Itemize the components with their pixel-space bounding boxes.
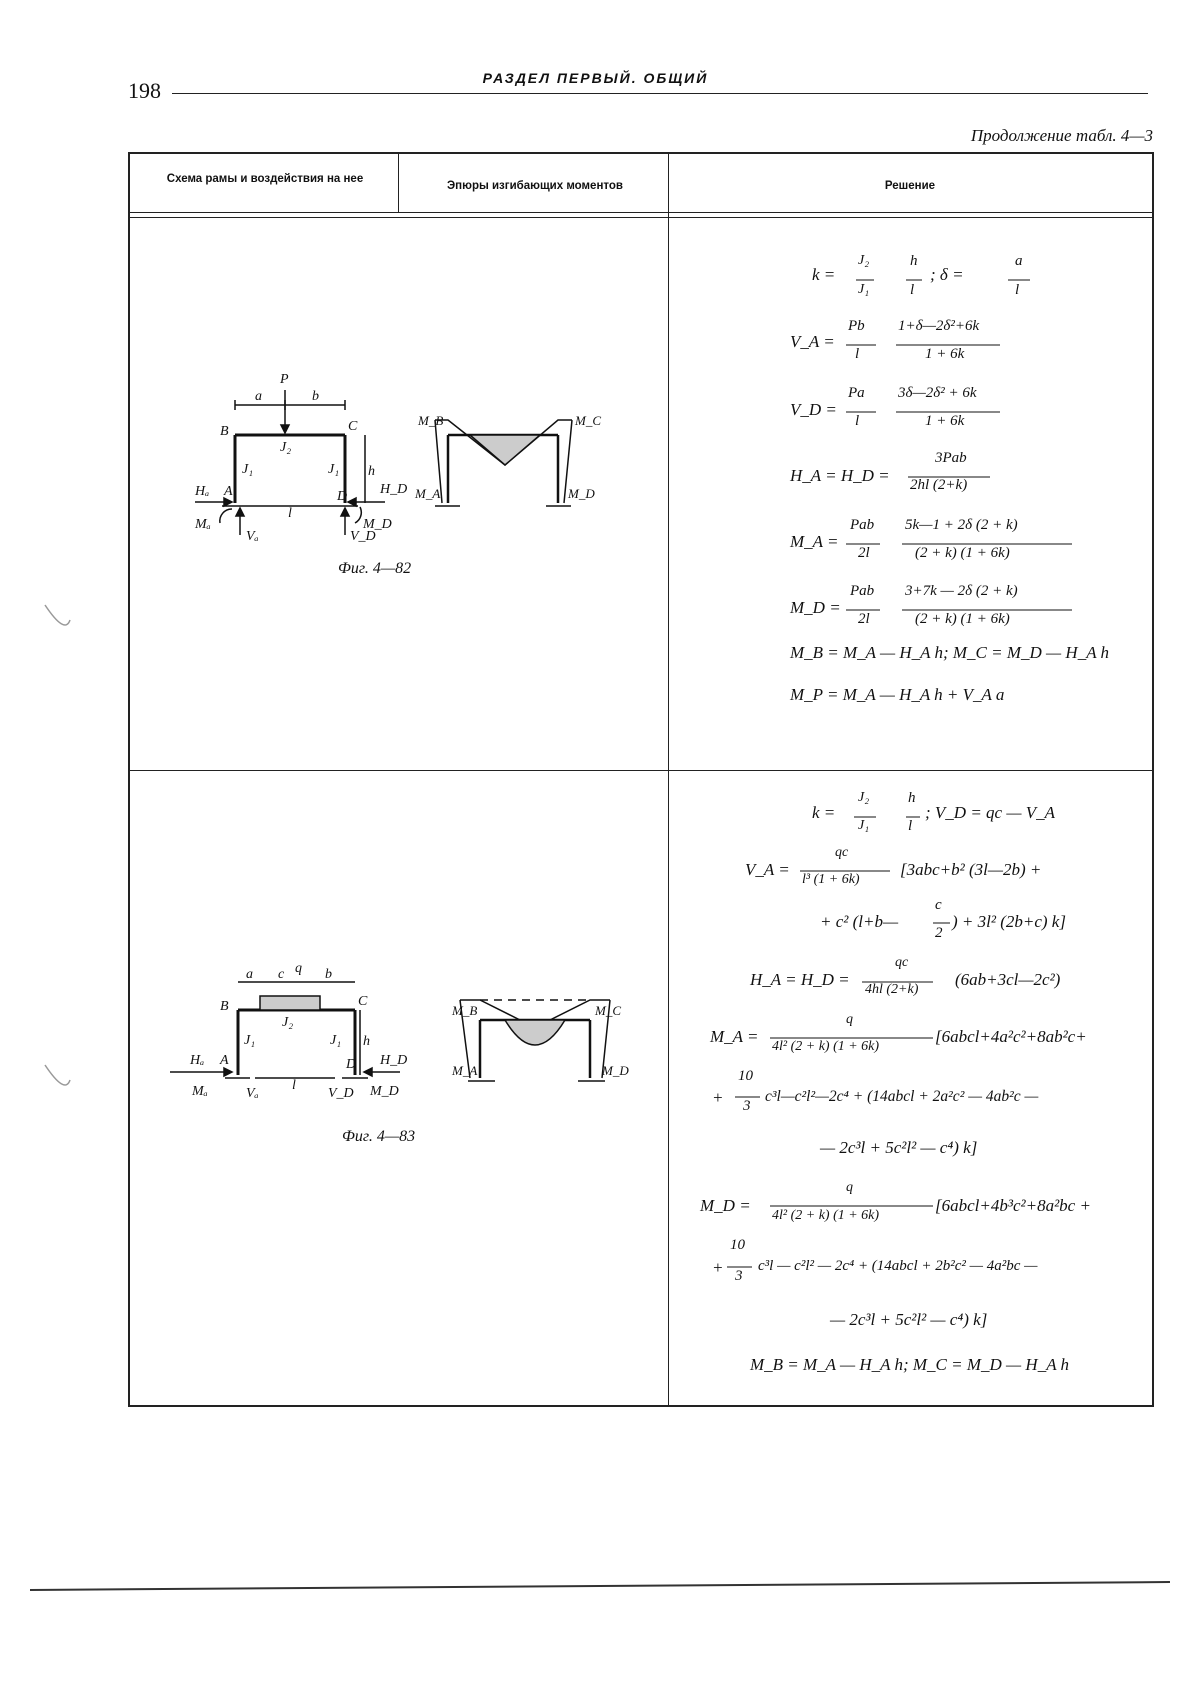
sol1-mb-mc: M_B = M_A — H_A h; M_C = M_D — H_A h [790,643,1110,662]
sol1-md-lhs: M_D = [790,598,841,617]
fig1-label-MA: Mₐ [195,517,211,532]
fig1-label-HA: Hₐ [195,484,210,499]
sol2-md-den: 4l² (2 + k) (1 + 6k) [772,1208,880,1223]
col-header-solution: Решение [884,180,936,192]
sol2-md-r2-den: 3 [735,1268,743,1284]
header-rule-row [128,212,1154,213]
fig2-label-VD: V_D [328,1086,354,1101]
fig1-label-MD: M_D [363,517,392,532]
fig2-label-B: B [220,999,229,1014]
fig1-label-l: l [288,506,292,521]
sol2-mb-mc: M_B = M_A — H_A h; M_C = M_D — H_A h [750,1355,1070,1374]
sol2-md-lhs: M_D = [700,1196,751,1215]
sol2-ma-r2a: + [712,1088,724,1107]
sol1-mp: M_P = M_A — H_A h + V_A a [790,685,1005,704]
fig1-label-A: A [224,484,233,499]
sol1-d-num: a [1015,253,1023,269]
sol2-ha-r: (6ab+3cl—2c²) [955,970,1061,989]
fig2-label-J2: J₂ [282,1015,294,1030]
sol2-ha-num: qc [895,955,909,970]
table-continuation: Продолжение табл. 4—3 [970,126,1153,145]
fig1-label-J1b: J₁ [328,462,340,477]
sol1-md-d1: 2l [858,611,870,627]
fig2-label-D: D [346,1057,357,1072]
sol2-va-num: qc [835,845,849,860]
fig1-label-HD: H_D [380,482,408,497]
sol2-ma-r2-den: 3 [743,1098,751,1114]
sol2-va-r1: [3abc+b² (3l—2b) + [900,860,1042,879]
sol2-ha-lhs: H_A = H_D = [750,970,850,989]
header-rule-row-2 [128,217,1154,218]
fig1-diag-MC: M_C [575,413,601,428]
sol2-ma-r2-num: 10 [738,1068,753,1084]
sol1-ma-n1: Pab [850,517,875,533]
moment-diagram-1 [435,420,572,506]
sol1-ha-lhs: H_A = H_D = [790,466,890,485]
sol2-va-lhs: V_A = [745,860,790,879]
fig1-label-C: C [348,419,358,434]
row-divider [128,770,1154,771]
sol2-md-r2b: c³l — c²l² — 2c⁴ + (14abcl + 2b²c² — 4a²bc — [758,1258,1038,1274]
sol1-vd-n2: 3δ—2δ² + 6k [898,385,977,401]
punch-hole-marks [40,600,80,1100]
sol1-va-lhs: V_A = [790,332,835,351]
figure-caption-4-83: Фиг. 4—83 [342,1128,416,1145]
sol2-k-lhs: k = [812,803,836,822]
fig2-diag-MA: M_A [452,1063,478,1078]
sol1-vd-d1: l [855,413,860,429]
header-rule [172,93,1148,94]
sol1-k-num1: J₂ [858,253,870,268]
fig1-label-D: D [337,489,348,504]
sol2-k-num1: J₂ [858,790,870,805]
fig1-label-P: P [280,372,289,387]
fig2-label-J1b: J₁ [330,1033,342,1048]
sol1-ma-d2: (2 + k) (1 + 6k) [915,545,1010,561]
sol2-ha-den: 4hl (2+k) [865,982,919,997]
fig1-label-a: a [255,389,262,404]
fig2-label-a: a [246,967,253,982]
sol1-delta: ; δ = [930,265,964,284]
col-header-moments: Эпюры изгибающих моментов [447,180,623,192]
sol1-md-d2: (2 + k) (1 + 6k) [915,611,1010,627]
fig2-diag-MD: M_D [602,1063,629,1078]
sol1-vd-n1: Pa [848,385,865,401]
fig2-label-C: C [358,994,368,1009]
fig2-label-q: q [295,961,302,976]
sol1-d-den: l [1015,282,1020,298]
sol1-ma-n2: 5k—1 + 2δ (2 + k) [905,517,1018,533]
moment-diagram-2 [460,1000,610,1081]
fig2-label-c: c [278,967,285,982]
fig2-label-VA: Vₐ [246,1086,259,1101]
fig1-label-VA: Vₐ [246,529,259,544]
sol2-k-den2: l [908,818,913,834]
fig2-label-J1a: J₁ [244,1033,256,1048]
fig2-label-MD: M_D [370,1084,399,1099]
sol1-k-den1: J₁ [858,282,870,297]
frame-diagram-4-82 [180,372,620,545]
sol1-va-n2: 1+δ—2δ²+6k [898,318,980,334]
figure-caption-4-82: Фиг. 4—82 [338,560,412,577]
running-title: РАЗДЕЛ ПЕРВЫЙ. ОБЩИЙ [482,70,709,86]
sol1-ha-num: 3Pab [935,450,967,466]
sol2-k-num2: h [908,790,916,806]
sol1-vd-d2: 1 + 6k [925,413,965,429]
sol2-ma-den: 4l² (2 + k) (1 + 6k) [772,1039,880,1054]
sol1-ma-d1: 2l [858,545,870,561]
fig1-label-J2: J₂ [280,440,292,455]
sol1-k-den2: l [910,282,915,298]
sol1-vd-lhs: V_D = [790,400,837,419]
fig1-diag-MB: M_B [418,413,444,428]
fig1-label-VD: V_D [350,529,376,544]
fig2-label-HD: H_D [380,1053,408,1068]
sol1-md-n1: Pab [850,583,875,599]
sol2-va-den: l³ (1 + 6k) [802,872,860,887]
sol2-md-r3: — 2c³l + 5c²l² — c⁴) k] [830,1310,988,1329]
sol1-ma-lhs: M_A = [790,532,839,551]
sol2-vd: ; V_D = qc — V_A [925,803,1055,822]
sol2-va-r2-den: 2 [935,925,943,941]
fig2-label-b: b [325,967,332,982]
sol2-fraction-bars [700,780,1150,1290]
sol2-ma-lhs: M_A = [710,1027,759,1046]
fig2-label-HA: Hₐ [190,1053,205,1068]
sol1-va-d2: 1 + 6k [925,346,965,362]
sol2-ma-r2b: c³l—c²l²—2c⁴ + (14abcl + 2a²c² — 4ab²c — [765,1088,1039,1105]
fig2-label-MA: Mₐ [192,1084,208,1099]
sol2-ma-r3: — 2c³l + 5c²l² — c⁴) k] [820,1138,978,1157]
sol1-fraction-bars [790,250,1090,650]
sol1-va-n1: Pb [848,318,865,334]
fig1-label-B: B [220,424,229,439]
fig2-label-l: l [292,1078,296,1093]
fig1-label-h: h [368,464,375,479]
col-header-scheme: Схема рамы и воздействия на нее [166,173,364,185]
fig2-diag-MB: M_B [452,1003,478,1018]
sol2-md-r2a: + [712,1258,724,1277]
sol1-k-lhs: k = [812,265,836,284]
sol1-va-d1: l [855,346,860,362]
page-number: 198 [128,78,161,103]
fig1-label-J1a: J₁ [242,462,254,477]
fig2-label-h: h [363,1034,370,1049]
fig1-diag-MD: M_D [568,486,595,501]
sol2-va-r2-num: c [935,897,942,913]
sol1-md-n2: 3+7k — 2δ (2 + k) [905,583,1018,599]
sol2-ma-r1: [6abcl+4a²c²+8ab²c+ [935,1027,1087,1046]
sol1-k-num2: h [910,253,918,269]
fig2-diag-MC: M_C [595,1003,621,1018]
sol2-va-r2b: ) + 3l² (2b+c) k] [952,912,1066,931]
sol1-ha-den: 2hl (2+k) [910,477,968,493]
sol2-md-r1: [6abcl+4b³c²+8a²bc + [935,1196,1091,1215]
fig1-diag-MA: M_A [415,486,441,501]
scan-edge-line [30,1581,1170,1591]
sol2-k-den1: J₁ [858,818,870,833]
sol2-va-r2a: + c² (l+b— [820,912,899,931]
col-divider-2 [668,152,669,1407]
sol2-md-num: q [846,1180,853,1195]
frame-diagram-4-83 [170,960,630,1110]
fig1-label-b: b [312,389,319,404]
col-divider-1 [398,152,399,212]
sol2-ma-num: q [846,1012,853,1027]
sol2-md-r2-num: 10 [730,1237,745,1253]
fig2-label-A: A [220,1053,229,1068]
